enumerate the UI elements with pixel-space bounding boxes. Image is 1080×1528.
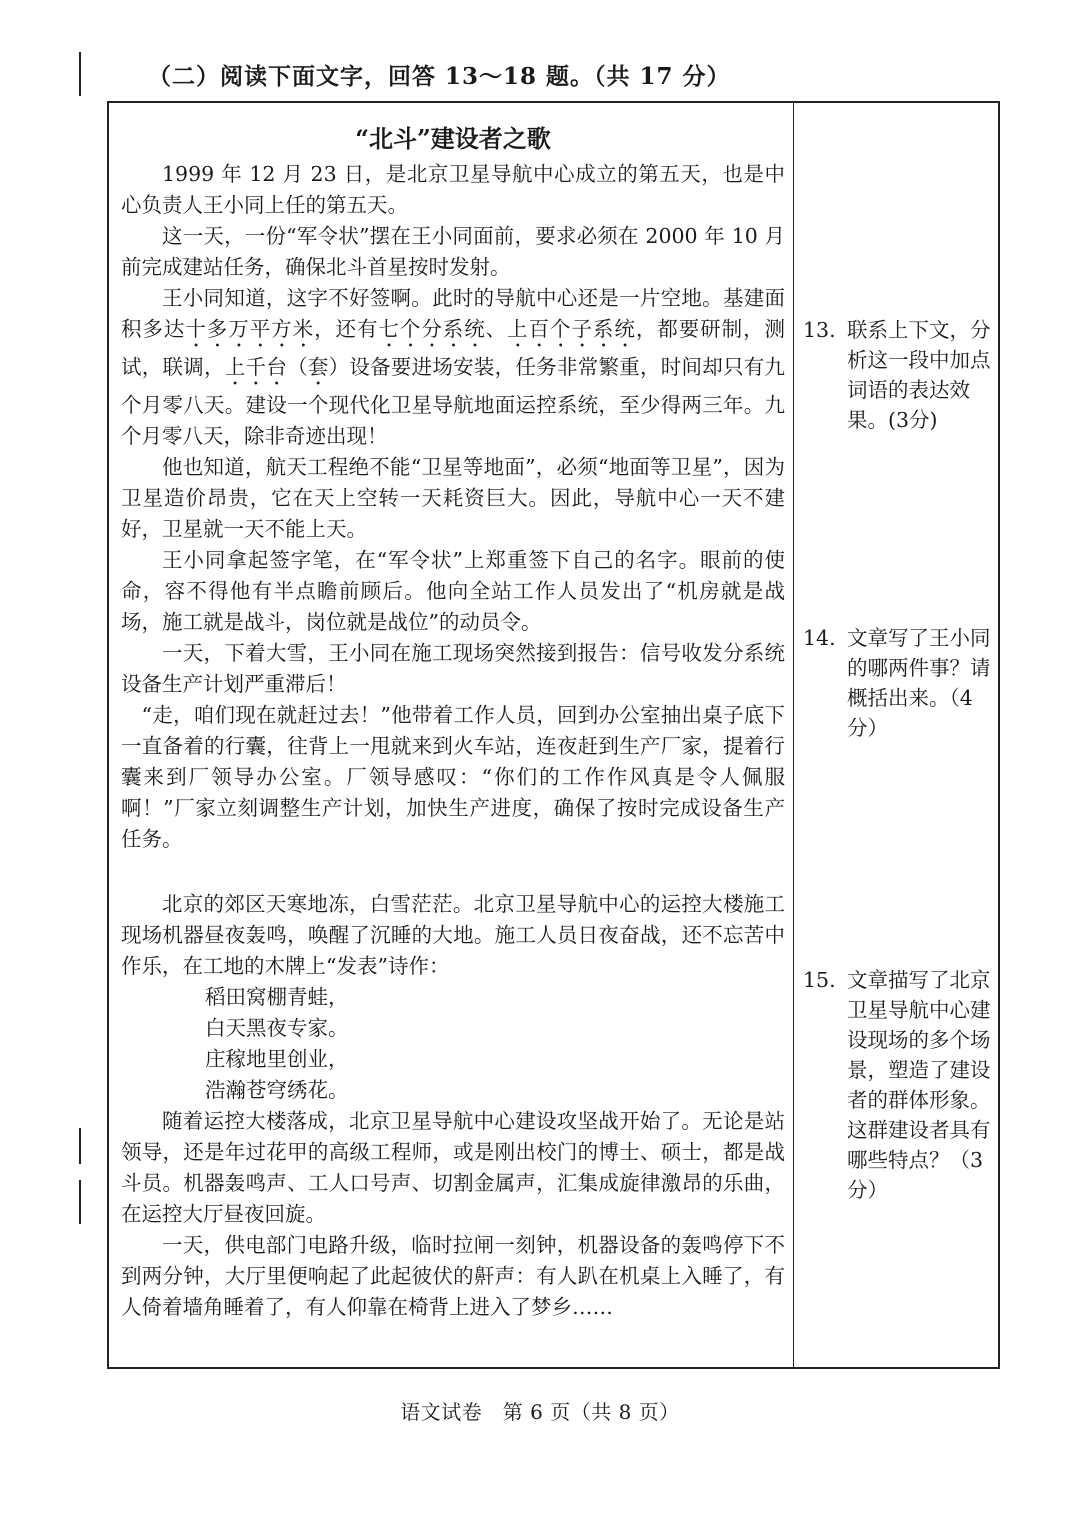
poem-line: 浩瀚苍穹绣花。: [205, 1078, 349, 1102]
margin-mark: [79, 1128, 81, 1164]
article: [121, 119, 785, 1323]
question-text: 文章描写了北京卫星导航中心建设现场的多个场景，塑造了建设者的群体形象。这群建设者具有哪些特点？（3分）: [847, 968, 991, 1202]
dotted-phrase: 上千台（套）: [224, 355, 350, 379]
paragraph: 1999 年 12 月 23 日，是北京卫星导航中心成立的第五天，也是中心负责人王小同上任的第五天。: [121, 162, 785, 217]
question-14: [803, 623, 993, 743]
section-gap: [121, 855, 785, 889]
question-number: 13.: [803, 318, 836, 342]
column-divider: [793, 103, 794, 1367]
page-footer: 语文试卷 第 6 页（共 8 页）: [400, 1400, 680, 1424]
paragraph: “走，咱们现在就赶过去！”他带着工作人员，回到办公室抽出桌子底下一直备着的行囊，往背上一甩就来到火车站，连夜赶到生产厂家，提着行囊来到厂领导办公室。厂领导感叹：“你们的工作作风真是令人佩服啊！”厂家立刻调整生产计划，加快生产进度，确保了按时完成设备生产任务。: [121, 703, 785, 851]
question-13: [803, 315, 993, 435]
question-text: 联系上下文，分析这一段中加点词语的表达效果。(3分): [847, 318, 991, 432]
dotted-phrase: 上百个子系统: [507, 317, 636, 341]
question-15: [803, 965, 993, 1205]
question-number: 15.: [803, 968, 836, 992]
poem-line: 庄稼地里创业，: [205, 1047, 349, 1071]
reading-question-box: [107, 101, 1000, 1369]
paragraph: 一天，供电部门电路升级，临时拉闸一刻钟，机器设备的轰鸣停下不到两分钟，大厅里便响起了此起彼伏的鼾声：有人趴在机桌上入睡了，有人倚着墙角睡着了，有人仰靠在椅背上进入了梦乡……: [121, 1233, 785, 1319]
section-heading: （二）阅读下面文字，回答 13～18 题。（共 17 分）: [148, 63, 731, 90]
question-text: 文章写了王小同的哪两件事？请概括出来。（4分）: [847, 626, 991, 740]
poem-line: 稻田窝棚青蛙，: [205, 985, 349, 1009]
poem-line: 白天黑夜专家。: [205, 1016, 349, 1040]
paragraph: 他也知道，航天工程绝不能“卫星等地面”，必须“地面等卫星”，因为卫星造价昂贵，它在天上空转一天耗资巨大。因此，导航中心一天不建好，卫星就一天不能上天。: [121, 455, 785, 541]
paragraph-dotted: 王小同知道，这字不好签啊。此时的导航中心还是一片空地。基建面积多达十多万平方米，还有七个分系统、上百个子系统，都要研制，测试，联调，上千台（套）设备要进场安装，任务非常繁重，时间却只有九个月零八天。建设一个现代化卫星导航地面运控系统，至少得两三年。九个月零八天，除非奇迹出现！: [121, 286, 786, 448]
paragraph: 一天，下着大雪，王小同在施工现场突然接到报告：信号收发分系统设备生产计划严重滞后！: [121, 641, 785, 696]
paragraph: 这一天，一份“军令状”摆在王小同面前，要求必须在 2000 年 10 月前完成建站任务，确保北斗首星按时发射。: [121, 224, 785, 279]
margin-mark: [79, 52, 81, 96]
dotted-phrase: 十多万平方米: [185, 317, 315, 341]
paragraph: 随着运控大楼落成，北京卫星导航中心建设攻坚战开始了。无论是站领导，还是年过花甲的高级工程师，或是刚出校门的博士、硕士，都是战斗员。机器轰鸣声、工人口号声、切割金属声，汇集成旋律激昂的乐曲，在运控大厅昼夜回旋。: [121, 1109, 785, 1226]
margin-mark: [79, 1180, 81, 1224]
question-number: 14.: [803, 626, 836, 650]
paragraph: 北京的郊区天寒地冻，白雪茫茫。北京卫星导航中心的运控大楼施工现场机器昼夜轰鸣，唤醒了沉睡的大地。施工人员日夜奋战，还不忘苦中作乐，在工地的木牌上“发表”诗作：: [121, 892, 785, 978]
dotted-phrase: 七个分系统: [378, 317, 486, 341]
article-title: “北斗”建设者之歌: [355, 124, 551, 153]
paragraph: 王小同拿起签字笔，在“军令状”上郑重签下自己的名字。眼前的使命，容不得他有半点瞻前顾后。他向全站工作人员发出了“机房就是战场，施工就是战斗，岗位就是战位”的动员令。: [121, 548, 785, 634]
